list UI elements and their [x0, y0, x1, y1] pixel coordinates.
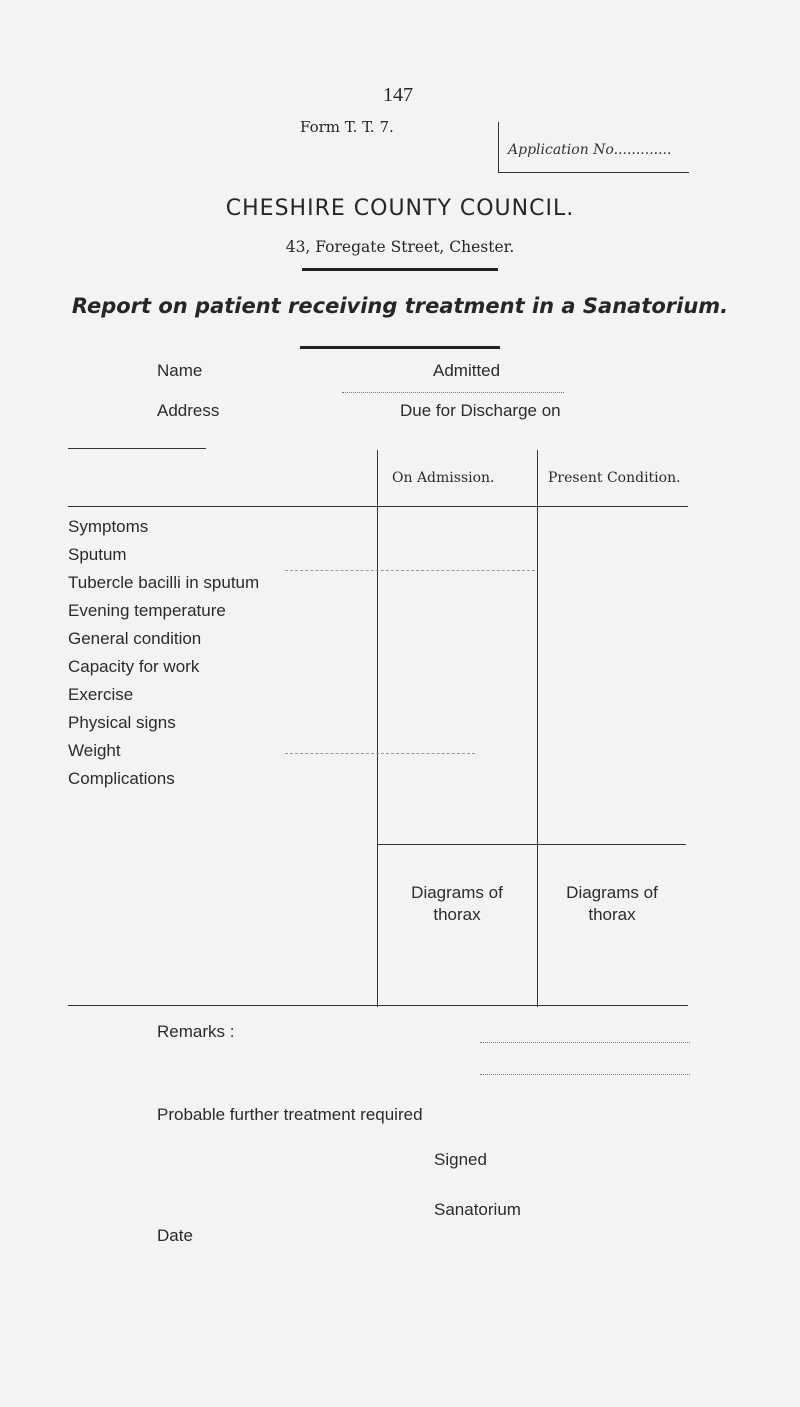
row-label-evening-temperature: Evening temperature	[68, 601, 226, 620]
row-label-exercise: Exercise	[68, 685, 134, 704]
divider-rule	[302, 268, 498, 271]
divider-rule	[300, 346, 500, 349]
council-name: CHESHIRE COUNTY COUNCIL.	[225, 196, 575, 221]
diagram-on-admission	[377, 882, 537, 926]
sanatorium-label: Sanatorium	[434, 1200, 521, 1219]
remarks-label: Remarks :	[157, 1022, 235, 1041]
fill-in-line	[342, 392, 564, 393]
row-label-general-condition: General condition	[68, 629, 202, 648]
date-label: Date	[157, 1226, 193, 1245]
row-label-complications: Complications	[68, 769, 175, 788]
name-field-label: Name	[157, 361, 203, 380]
council-address: 43, Foregate Street, Chester.	[285, 238, 515, 256]
row-label-tubercle-bacilli: Tubercle bacilli in sputum	[68, 573, 260, 592]
report-title: Report on patient receiving treatment in a Sanatorium.	[71, 294, 729, 318]
row-label-weight: Weight	[68, 741, 121, 760]
row-label-capacity-for-work: Capacity for work	[68, 657, 200, 676]
row-label-sputum: Sputum	[68, 545, 127, 564]
page-number: 147	[383, 84, 413, 106]
diagram-label-line: Diagrams of	[566, 883, 658, 902]
dashed-mark	[285, 570, 535, 571]
address-field-label: Address	[157, 401, 220, 420]
table-bottom-rule	[68, 1005, 688, 1006]
dashed-mark	[285, 753, 475, 754]
application-number-field: Application No.............	[508, 142, 672, 158]
probable-treatment-label: Probable further treatment required	[157, 1105, 423, 1124]
table-diagram-rule	[377, 844, 686, 845]
admitted-field-label: Admitted	[433, 361, 501, 380]
diagram-label-line: thorax	[433, 905, 481, 924]
diagram-present-condition	[537, 882, 687, 926]
row-label-symptoms: Symptoms	[68, 517, 149, 536]
table-top-rule	[68, 448, 206, 449]
column-header-present-condition: Present Condition.	[548, 470, 681, 486]
fill-in-line	[480, 1042, 690, 1043]
signed-label: Signed	[434, 1150, 487, 1169]
diagram-label-line: thorax	[588, 905, 636, 924]
fill-in-line	[480, 1074, 690, 1075]
form-number: Form T. T. 7.	[300, 118, 394, 136]
diagram-label-line: Diagrams of	[411, 883, 503, 902]
row-label-physical-signs: Physical signs	[68, 713, 176, 732]
table-header-rule	[68, 506, 688, 507]
column-header-on-admission: On Admission.	[392, 470, 495, 486]
due-for-discharge-label: Due for Discharge on	[400, 401, 561, 420]
